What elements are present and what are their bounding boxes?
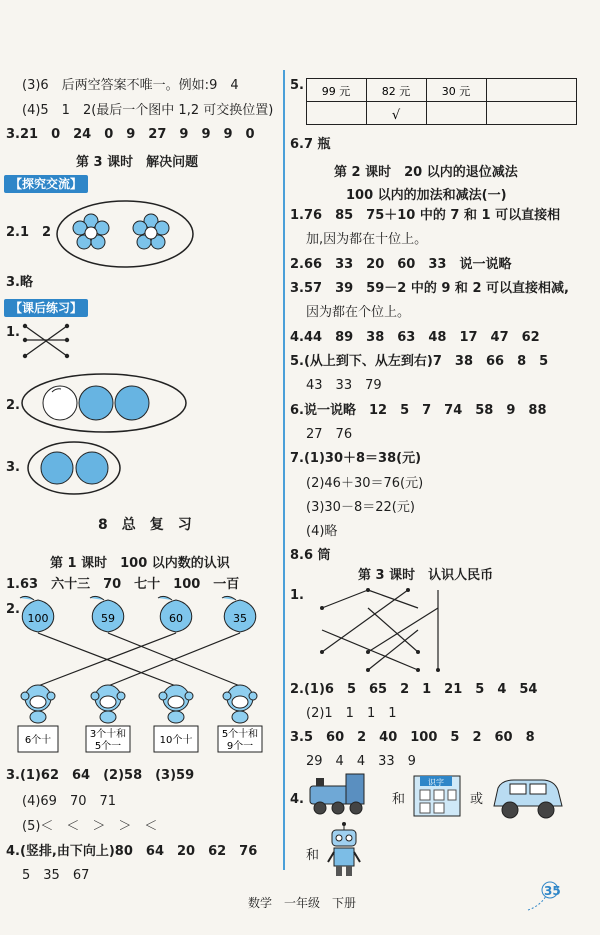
peach-label: 100 xyxy=(27,612,49,625)
right-line-11: 7.(1)30＋8＝38(元) xyxy=(290,451,422,466)
left-line-r7: 5 35 67 xyxy=(22,868,90,883)
right-line-q6: 6.7 瓶 xyxy=(290,137,331,152)
flower-oval-figure xyxy=(55,199,195,269)
box-label: 3个十和 xyxy=(89,729,127,740)
price-table xyxy=(306,78,578,126)
table-header: 99 元 xyxy=(321,85,351,98)
check-mark: √ xyxy=(391,108,401,123)
right-line-21: 4. xyxy=(290,792,304,807)
right-line-q5: 5. xyxy=(290,78,304,93)
left-line-q3: 3.略 xyxy=(6,275,33,290)
section-title-rmb: 第 3 课时 认识人民币 xyxy=(358,568,494,583)
matching-lines-figure xyxy=(318,586,446,674)
right-line-7: 5.(从上到下、从左到右)7 38 66 8 5 xyxy=(290,354,549,369)
train-icon xyxy=(306,770,376,816)
page-number: 35 xyxy=(544,884,561,898)
right-line-10: 27 76 xyxy=(306,427,353,442)
right-line-13: (3)30－8＝22(元) xyxy=(306,500,415,515)
and-label-2: 和 xyxy=(306,848,320,863)
right-line-8: 43 33 79 xyxy=(306,378,382,393)
box-label: 6个十 xyxy=(24,735,52,746)
right-line-20: 29 4 4 33 9 xyxy=(306,754,416,769)
box-label: 10个十 xyxy=(159,735,193,746)
monkey-icon xyxy=(91,685,125,723)
literacy-book-icon xyxy=(412,774,464,820)
left-line-q2: 2.1 2 xyxy=(6,225,52,240)
right-line-16: 1. xyxy=(290,588,304,603)
box-label: 9个一 xyxy=(226,741,254,752)
table-header: 30 元 xyxy=(441,85,471,98)
table-header: 82 元 xyxy=(381,85,411,98)
left-line-2: (4)5 1 2(最后一个图中 1,2 可交换位置) xyxy=(22,103,274,118)
section-subtitle-add-sub: 100 以内的加法和减法(一) xyxy=(346,188,507,203)
column-divider xyxy=(283,70,285,870)
right-line-18: (2)1 1 1 1 xyxy=(306,706,397,721)
three-circles-oval-figure xyxy=(20,372,190,434)
right-line-12: (2)46＋30＝76(元) xyxy=(306,476,424,491)
section-title-subtraction: 第 2 课时 20 以内的退位减法 xyxy=(334,165,518,180)
book-sign: 识字 xyxy=(428,778,444,787)
section-title-solve: 第 3 课时 解决问题 xyxy=(76,155,199,170)
left-line-p3: 3. xyxy=(6,460,20,475)
left-line-r3: 3.(1)62 64 (2)58 (3)59 xyxy=(6,768,195,783)
right-line-19: 3.5 60 2 40 100 5 2 60 8 xyxy=(290,730,535,745)
car-icon xyxy=(490,772,566,822)
or-label: 或 xyxy=(470,792,484,807)
right-line-14: (4)略 xyxy=(306,524,338,539)
box-label: 5个十和 xyxy=(221,729,259,740)
footer-book-title: 数学 一年级 下册 xyxy=(248,896,357,910)
cross-lines-figure xyxy=(22,320,72,362)
left-line-r6: 4.(竖排,由下向上)80 64 20 62 76 xyxy=(6,844,258,859)
right-line-4: 3.57 39 59－2 中的 9 和 2 可以直接相减, xyxy=(290,281,569,296)
right-line-1: 1.76 85 75＋10 中的 7 和 1 可以直接相 xyxy=(290,208,561,223)
right-line-2: 加,因为都在十位上。 xyxy=(306,232,428,247)
chapter-title-review: 8 总 复 习 xyxy=(98,517,192,533)
box-label: 5个一 xyxy=(94,741,122,752)
left-line-r1: 1.63 六十三 70 七十 100 一百 xyxy=(6,577,240,592)
peach-monkey-matching-figure xyxy=(10,598,272,758)
flower-icon xyxy=(73,214,109,249)
right-line-3: 2.66 33 20 60 33 说一说略 xyxy=(290,257,512,272)
left-line-1: (3)6 后两空答案不唯一。例如:9 4 xyxy=(22,78,239,93)
and-label-1: 和 xyxy=(392,792,406,807)
peach-label: 60 xyxy=(169,612,183,625)
robot-icon xyxy=(326,822,362,880)
left-line-r5: (5)＜ ＜ ＞ ＞ ＜ xyxy=(22,819,158,834)
right-line-5: 因为都在个位上。 xyxy=(306,305,411,320)
right-line-17: 2.(1)6 5 65 2 1 21 5 4 54 xyxy=(290,682,538,697)
monkey-icon xyxy=(159,685,193,723)
flower-icon xyxy=(133,214,169,249)
peach-label: 35 xyxy=(233,612,247,625)
right-line-6: 4.44 89 38 63 48 17 47 62 xyxy=(290,330,540,345)
left-line-3: 3.21 0 24 0 9 27 9 9 9 0 xyxy=(6,127,255,142)
left-line-r2: 2. xyxy=(6,602,20,617)
section-title-numbers: 第 1 课时 100 以内数的认识 xyxy=(50,556,230,571)
left-line-p1: 1. xyxy=(6,325,20,340)
left-line-p2: 2. xyxy=(6,398,20,413)
peach-label: 59 xyxy=(101,612,115,625)
right-line-9: 6.说一说略 12 5 7 74 58 9 88 xyxy=(290,403,547,418)
monkey-icon xyxy=(21,685,55,723)
two-circles-oval-figure xyxy=(26,440,126,496)
right-line-15: 8.6 筒 xyxy=(290,548,331,563)
left-line-r4: (4)69 70 71 xyxy=(22,794,117,809)
tag-explore: 【探究交流】 xyxy=(4,175,88,193)
tag-practice: 【课后练习】 xyxy=(4,299,88,317)
monkey-icon xyxy=(223,685,257,723)
